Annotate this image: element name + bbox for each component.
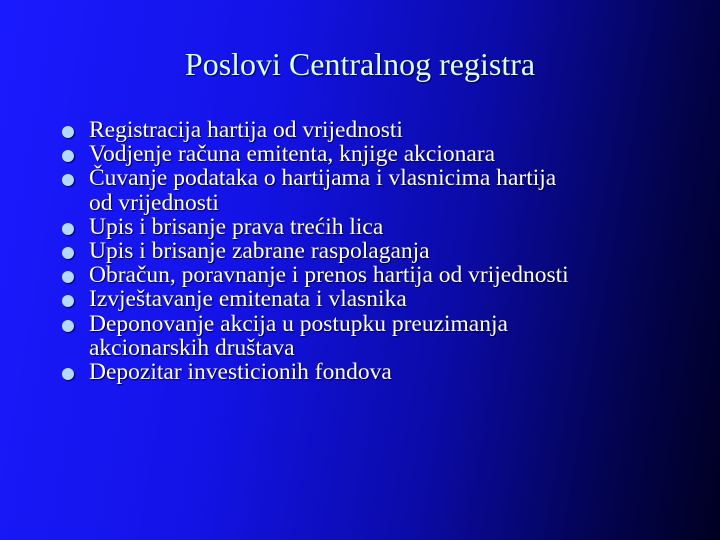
bullet-dot-icon [62, 247, 74, 259]
bullet-item [62, 312, 682, 360]
bullet-dot-icon [62, 223, 74, 235]
bullet-text: Vodjenje računa emitenta, knjige akcionara [89, 141, 496, 168]
bullet-item [62, 215, 682, 239]
bullet-text: Depozitar investicionih fondova [89, 359, 392, 386]
bullet-text: Obračun, poravnanje i prenos hartija od vrijednosti [89, 262, 569, 289]
bullet-text: Registracija hartija od vrijednosti [89, 117, 403, 143]
bullet-dot-icon [62, 295, 74, 307]
slide-title: Poslovi Centralnog registra [184, 46, 536, 82]
bullet-item [62, 118, 682, 142]
bullet-dot-icon [62, 174, 74, 186]
bullet-dot-icon [62, 271, 74, 283]
bullet-text-continued: od vrijednosti [89, 189, 219, 216]
bullet-text: Deponovanje akcija u postupku preuzimanja [89, 310, 508, 337]
bullet-dot-icon [62, 368, 74, 380]
bullet-text: Upis i brisanje zabrane raspolaganja [89, 238, 430, 265]
bullet-dot-icon [62, 126, 74, 138]
bullet-text: Čuvanje podataka o hartijama i vlasnicima hartija [89, 165, 557, 192]
bullet-item [62, 263, 682, 287]
bullet-text-continued: akcionarskih društava [89, 334, 295, 361]
bullet-text: Upis i brisanje prava trećih lica [89, 213, 384, 240]
bullet-dot-icon [62, 320, 74, 332]
bullet-item [62, 287, 682, 311]
bullet-dot-icon [62, 150, 74, 162]
bullet-list [62, 118, 682, 384]
bullet-item [62, 166, 682, 214]
bullet-item [62, 142, 682, 166]
bullet-item [62, 360, 682, 384]
bullet-text: Izvještavanje emitenata i vlasnika [89, 286, 407, 313]
bullet-item [62, 239, 682, 263]
